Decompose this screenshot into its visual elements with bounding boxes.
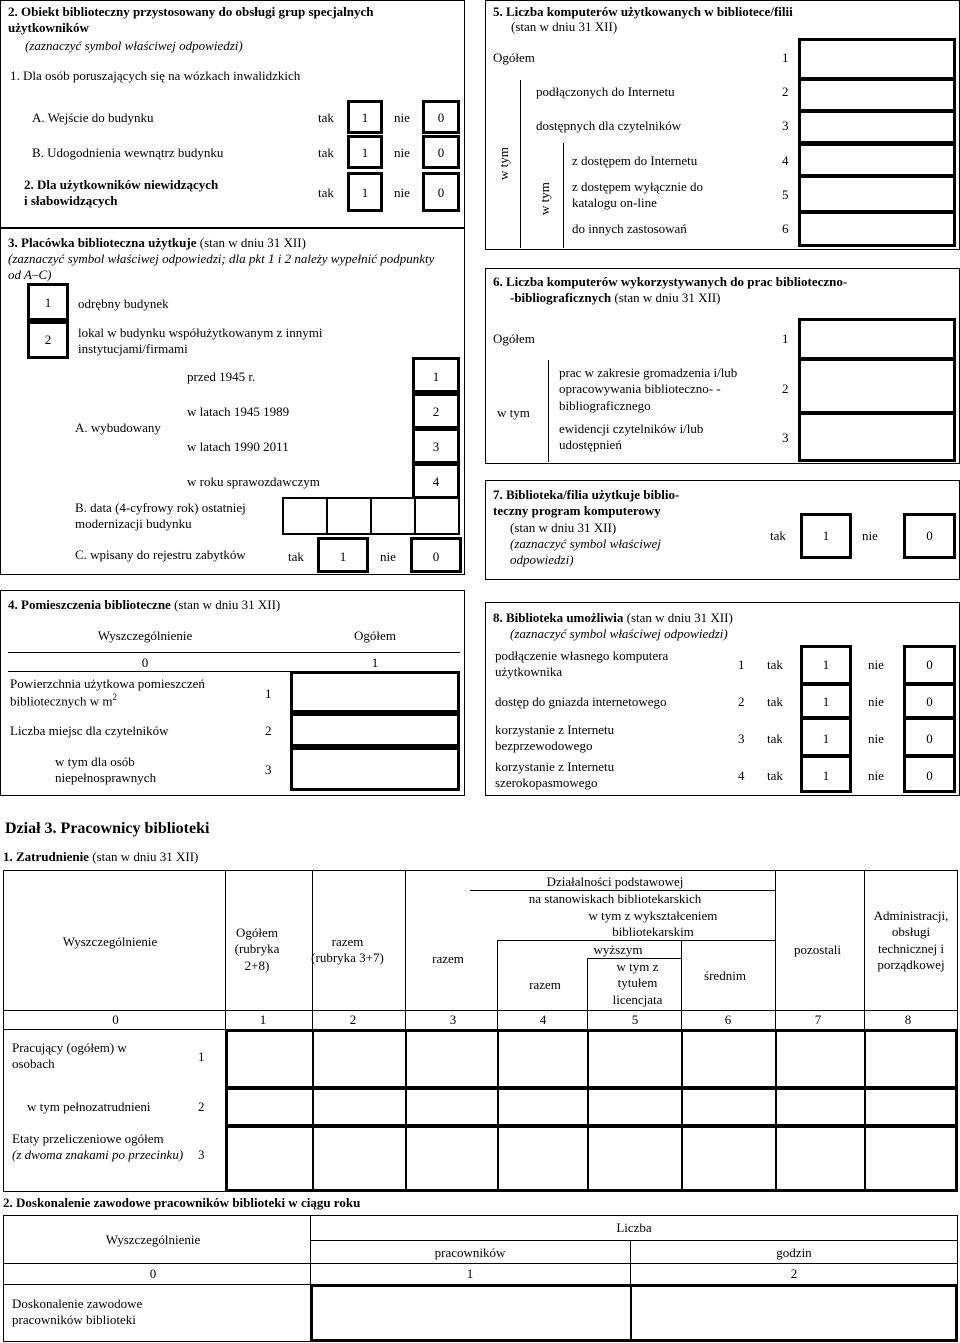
z1-idx2: 2	[349, 1012, 357, 1027]
s2-rowA-one: 1	[361, 110, 369, 125]
section-7-subtitle: (stan w dniu 31 XII)	[510, 519, 617, 535]
s3-c-nie: nie	[380, 549, 396, 564]
z1-h-wtym-wyk: w tym z wykształceniem bibliotekarskim	[588, 908, 718, 940]
z1-idx3: 3	[449, 1012, 457, 1027]
z2-h-liczba: Liczba	[616, 1220, 652, 1235]
section-3-note: (zaznaczyć symbol właściwej odpowiedzi; dla pkt 1 i 2 należy wypełnić podpunkty od A–C)	[8, 251, 435, 283]
s3-a-row4-label: w roku sprawozdawczym	[187, 474, 320, 489]
s4-row3-label: w tym dla osób niepełnosprawnych	[55, 754, 157, 786]
s5-row4-num: 5	[782, 187, 789, 202]
s3-opt1-num: 1	[44, 295, 52, 310]
section-3-title: 3. Placówka biblioteczna użytkuje (stan w dniu 31 XII)	[8, 235, 306, 250]
z1-idx1: 1	[259, 1012, 267, 1027]
s8-row4-nie: nie	[868, 768, 884, 783]
z1-h-wtym-tytul: w tym z tytułem licencjata	[612, 959, 663, 1007]
z1-h-dzial2: na stanowiskach bibliotekarskich	[528, 891, 702, 906]
s4-idx0: 0	[141, 655, 149, 670]
s3-a-row2-label: w latach 1945 1989	[187, 404, 290, 419]
s5-row3-label: z dostępem do Internetu	[572, 153, 698, 168]
section-7-note: (zaznaczyć symbol właściwej odpowiedzi)	[510, 535, 661, 567]
s8-row3-nie: nie	[868, 731, 884, 746]
z1-idx0: 0	[112, 1012, 119, 1027]
z1-h-razem1: razem (rubryka 3+7)	[311, 934, 384, 966]
z1-title: 1. Zatrudnienie (stan w dniu 31 XII)	[3, 849, 199, 864]
s8-row2-label: dostęp do gniazda internetowego	[495, 694, 667, 709]
s8-row3-tak: tak	[767, 731, 783, 746]
s5-wtym-outer: w tym	[496, 147, 511, 180]
s5-row5-num: 6	[782, 221, 789, 236]
z1-row3-label: Etaty przeliczeniowe ogółem (z dwoma znakami po przecinku)	[12, 1131, 197, 1164]
z1-idx4: 4	[539, 1012, 547, 1027]
s3-b-label: B. data (4-cyfrowy rok) ostatniej modernizacji budynku	[75, 500, 246, 532]
s3-opt2-num: 2	[44, 332, 52, 347]
s8-row2-num: 2	[738, 694, 745, 709]
s2-rowB-nie: nie	[394, 145, 410, 160]
s8-row4-zero: 0	[926, 768, 933, 783]
s3-a-row3-label: w latach 1990 2011	[187, 439, 289, 454]
z1-row2-num: 2	[198, 1099, 205, 1114]
s8-row2-tak: tak	[767, 694, 783, 709]
s5-row1-num: 2	[782, 84, 789, 99]
z1-row1-num: 1	[198, 1049, 205, 1064]
s2-rowA-tak: tak	[318, 110, 334, 125]
s6-total-num: 1	[782, 331, 789, 346]
z1-h-spec: Wyszczególnienie	[62, 934, 158, 949]
s7-nie: nie	[862, 528, 878, 543]
z1-row1-label: Pracujący (ogółem) w osobach	[12, 1040, 127, 1072]
z2-h-godz: godzin	[776, 1245, 812, 1260]
z1-h-total: Ogółem (rubryka 2+8)	[234, 925, 280, 973]
s5-row3-num: 4	[782, 153, 789, 168]
s5-row3-input[interactable]	[798, 143, 956, 177]
s8-row1-label: podłączenie własnego komputera użytkownika	[495, 648, 669, 680]
z2-idx2: 2	[790, 1266, 798, 1281]
z1-row2-cells[interactable]	[225, 1087, 958, 1127]
s4-col-spec: Wyszczególnienie	[97, 628, 193, 643]
s8-row1-zero: 0	[926, 657, 933, 672]
dzial-heading: Dział 3. Pracownicy biblioteki	[5, 820, 210, 837]
s4-row1-num: 1	[265, 686, 272, 701]
z2-h-prac: pracowników	[434, 1245, 506, 1260]
s7-one: 1	[822, 528, 830, 543]
s4-row1-label: Powierzchnia użytkowa pomieszczeń bibliotecznych w $m^2$	[10, 676, 205, 709]
s6-row1-num: 2	[782, 381, 789, 396]
z1-idx7: 7	[814, 1012, 822, 1027]
z1-h-admin: Administracji, obsługi technicznej i porządkowej	[873, 908, 949, 972]
z1-row3-num: 3	[198, 1147, 205, 1162]
s4-row3-input[interactable]	[290, 747, 460, 791]
s8-row4-label: korzystanie z Internetu szerokopasmowego	[495, 759, 615, 791]
z1-row2-label: w tym pełnozatrudnieni	[27, 1099, 151, 1114]
s4-row3-num: 3	[265, 762, 272, 777]
s6-wtym: w tym	[497, 405, 530, 420]
section-2-title: 2. Obiekt biblioteczny przystosowany do obsługi grup specjalnych użytkowników	[8, 4, 374, 36]
s2-rowA-label: A. Wejście do budynku	[32, 110, 154, 125]
z2-title: 2. Doskonalenie zawodowe pracowników biblioteki w ciągu roku	[3, 1195, 361, 1210]
section-5-subtitle: (stan w dniu 31 XII)	[511, 19, 618, 34]
s4-col-total: Ogółem	[354, 628, 396, 643]
s8-row2-one: 1	[822, 694, 830, 709]
s7-tak: tak	[770, 528, 786, 543]
z2-h-spec: Wyszczególnienie	[105, 1232, 201, 1247]
s8-row4-num: 4	[738, 768, 745, 783]
s8-row1-one: 1	[822, 657, 830, 672]
section-7-title: 7. Biblioteka/filia użytkuje biblio- teczny program komputerowy (stan w dniu 31 XII) (zaznaczyć symbol właściwej odpowiedzi)	[493, 487, 713, 568]
s5-row2-num: 3	[782, 118, 789, 133]
s2-rowB-zero: 0	[437, 145, 445, 160]
s2-rowB-label: B. Udogodnienia wewnątrz budynku	[32, 145, 224, 160]
s5-total-input[interactable]	[798, 38, 956, 80]
s4-row2-label: Liczba miejsc dla czytelników	[10, 723, 169, 738]
s3-c-zero: 0	[432, 549, 440, 564]
s8-row4-tak: tak	[767, 768, 783, 783]
z1-row1-cells[interactable]	[225, 1029, 958, 1089]
s3-a-label: A. wybudowany	[75, 420, 161, 435]
z1-h-wyzszym: wyższym	[593, 942, 643, 957]
s3-opt2-label: lokal w budynku współużytkowanym z innymi instytucjami/firmami	[78, 325, 323, 357]
s8-row4-one: 1	[822, 768, 830, 783]
section-8-title: 8. Biblioteka umożliwia (stan w dniu 31 XII)	[493, 610, 733, 625]
z2-idx1: 1	[466, 1266, 474, 1281]
s3-a-row2-num: 2	[432, 404, 440, 419]
s2-rowA-zero: 0	[437, 110, 445, 125]
s2-item2-label: 2. Dla użytkowników niewidzących i słabowidzących	[24, 177, 219, 209]
s3-c-label: C. wpisany do rejestru zabytków	[75, 547, 246, 562]
s7-zero: 0	[926, 528, 933, 543]
s2-item2-nie: nie	[394, 185, 410, 200]
s5-row1-input[interactable]	[798, 78, 956, 112]
z2-row-cells[interactable]	[310, 1284, 958, 1342]
s6-row1-label: prac w zakresie gromadzenia i/lub opracowywania biblioteczno- -bibliograficznego	[559, 365, 738, 413]
section-4-title: 4. Pomieszczenia biblioteczne (stan w dniu 31 XII)	[8, 597, 281, 612]
z1-row3-label-note: (z dwoma znakami po przecinku)	[12, 1147, 184, 1163]
z1-idx6: 6	[724, 1012, 732, 1027]
s5-row4-label: z dostępem wyłącznie do katalogu on-line	[572, 179, 704, 211]
z1-idx-row	[3, 1012, 958, 1028]
s8-row1-tak: tak	[767, 657, 783, 672]
s2-item2-one: 1	[361, 185, 369, 200]
section-5-title: 5. Liczba komputerów użytkowanych w bibliotece/filii	[493, 4, 793, 19]
s5-row1-label: podłączonych do Internetu	[536, 84, 675, 99]
s3-opt1-label: odrębny budynek	[78, 296, 169, 311]
s8-row1-num: 1	[738, 657, 745, 672]
z1-idx8: 8	[904, 1012, 912, 1027]
z1-h-razem2: razem	[432, 951, 464, 966]
z1-row3-cells[interactable]	[225, 1125, 958, 1192]
s6-row2-input[interactable]	[798, 412, 956, 462]
s5-total-num: 1	[782, 50, 789, 65]
s4-idx1: 1	[371, 655, 379, 670]
s2-item1: 1. Dla osób poruszających się na wózkach inwalidzkich	[10, 68, 301, 83]
z2-idx0: 0	[149, 1266, 157, 1281]
z1-idx5: 5	[631, 1012, 639, 1027]
z1-h-pozostali: pozostali	[794, 942, 841, 957]
z2-row-label: Doskonalenie zawodowe pracowników biblioteki	[12, 1296, 143, 1328]
z1-h-razem3: razem	[529, 977, 561, 992]
s5-row5-input[interactable]	[798, 211, 956, 247]
section-6-title2: -bibliograficznych (stan w dniu 31 XII)	[510, 290, 721, 305]
s6-row2-num: 3	[782, 430, 789, 445]
s8-row3-num: 3	[738, 731, 745, 746]
s6-total-input[interactable]	[798, 318, 956, 360]
s2-item2-tak: tak	[318, 185, 334, 200]
s4-row2-input[interactable]	[290, 713, 460, 747]
s5-total-label: Ogółem	[493, 50, 535, 65]
z1-h-srednim: średnim	[704, 968, 746, 983]
s8-row1-nie: nie	[868, 657, 884, 672]
s8-row3-label: korzystanie z Internetu bezprzewodowego	[495, 722, 615, 754]
s5-row5-label: do innych zastosowań	[572, 221, 687, 236]
s2-rowA-nie: nie	[394, 110, 410, 125]
s2-item2-zero: 0	[437, 185, 445, 200]
section-2-note: (zaznaczyć symbol właściwej odpowiedzi)	[25, 38, 243, 53]
s3-a-row1-num: 1	[432, 369, 440, 384]
s8-row2-zero: 0	[926, 694, 933, 709]
s5-row4-input[interactable]	[798, 175, 956, 213]
s2-rowB-tak: tak	[318, 145, 334, 160]
s8-row3-one: 1	[822, 731, 830, 746]
s6-row2-label: ewidencji czytelników i/lub udostępnień	[559, 421, 704, 453]
s3-c-one: 1	[339, 549, 347, 564]
section-8-note: (zaznaczyć symbol właściwej odpowiedzi)	[510, 626, 728, 641]
s3-a-row4-num: 4	[432, 474, 440, 489]
s6-total-label: Ogółem	[493, 331, 535, 346]
s5-row2-input[interactable]	[798, 110, 956, 144]
s3-c-tak: tak	[288, 549, 304, 564]
s5-row2-label: dostępnych dla czytelników	[536, 118, 682, 133]
s5-wtym-inner: w tym	[537, 182, 552, 215]
s8-row2-nie: nie	[868, 694, 884, 709]
s8-row3-zero: 0	[926, 731, 933, 746]
s3-a-row3-num: 3	[432, 439, 440, 454]
s4-row2-num: 2	[265, 723, 272, 738]
s3-a-row1-label: przed 1945 r.	[187, 369, 256, 384]
s4-row1-input[interactable]	[290, 671, 460, 713]
s2-rowB-one: 1	[361, 145, 369, 160]
z1-h-dzial1: Działalności podstawowej	[546, 874, 684, 889]
s6-row1-input[interactable]	[798, 358, 956, 414]
section-6-title: 6. Liczba komputerów wykorzystywanych do prac biblioteczno-	[493, 274, 848, 289]
